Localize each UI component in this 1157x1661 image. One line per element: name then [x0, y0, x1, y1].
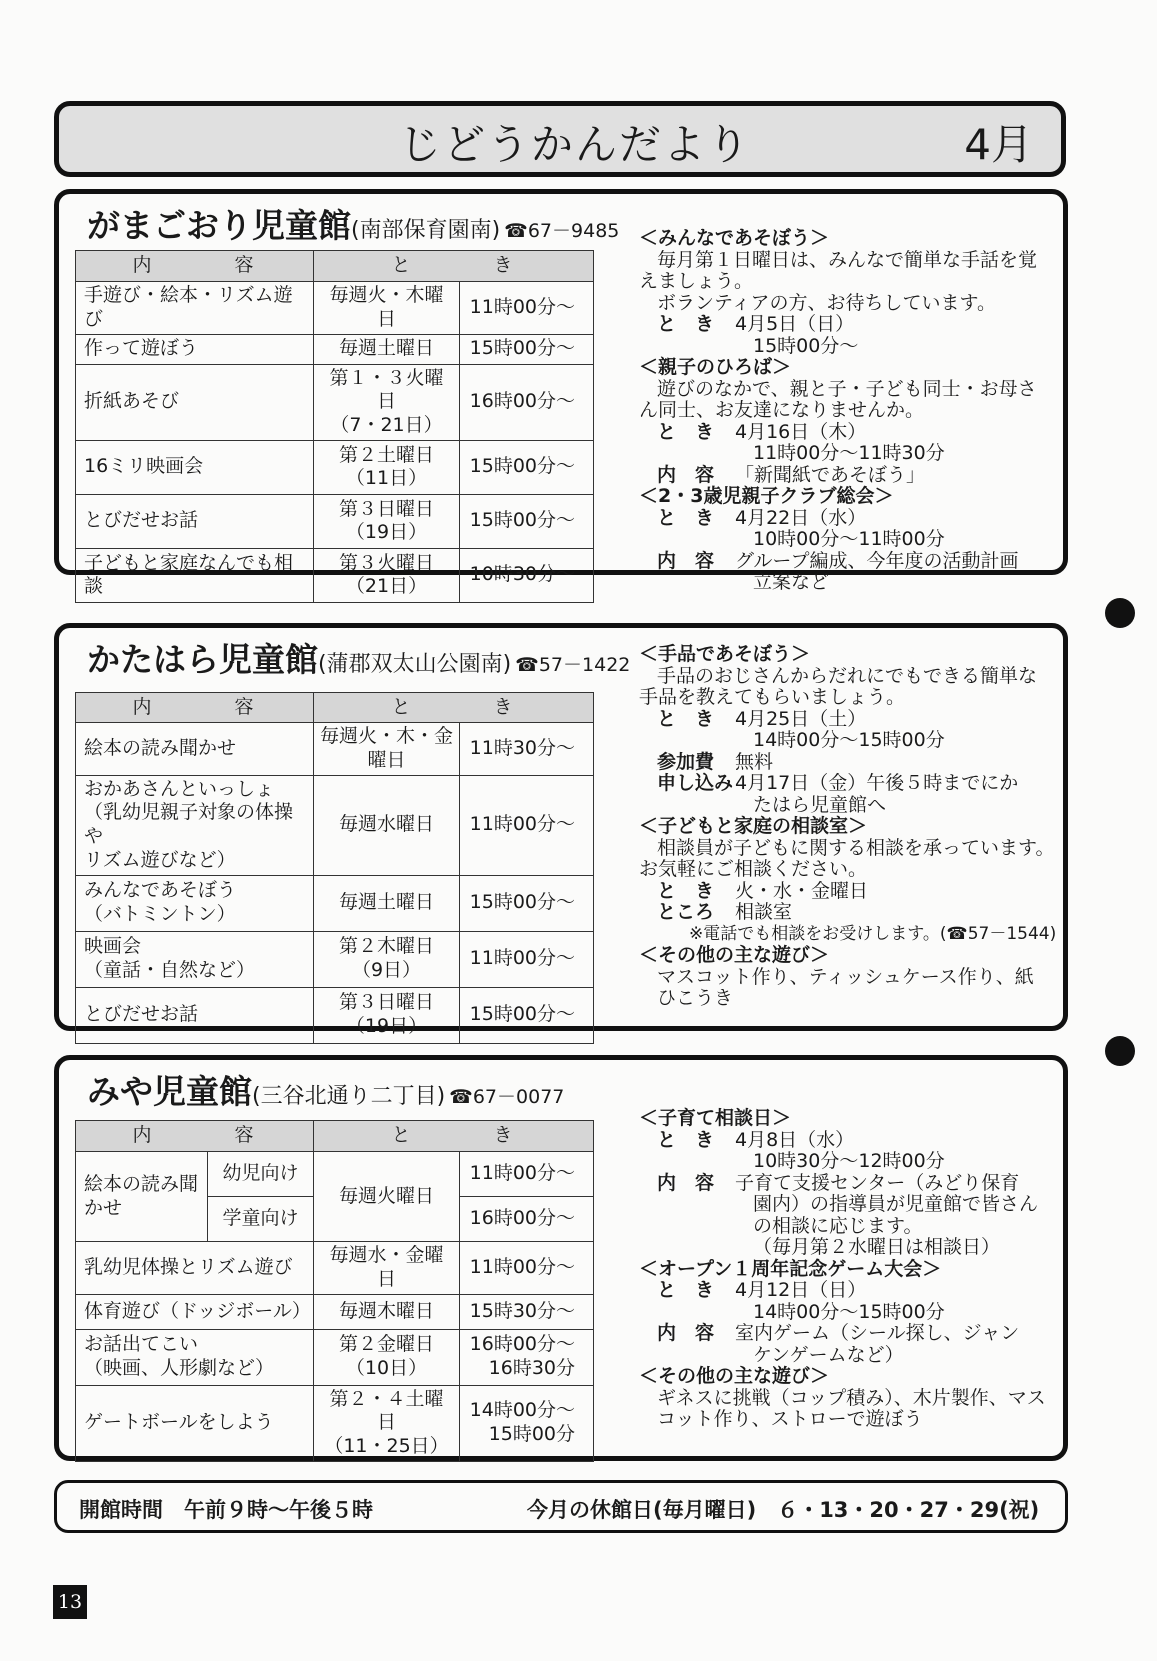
event-title: ＜親子のひろば＞ [639, 356, 792, 378]
row-content: 子どもと家庭なんでも相談 [76, 548, 314, 602]
table-row [76, 1329, 594, 1385]
row-day: 毎週水曜日 [314, 775, 460, 875]
event-content: 内 容 「新聞紙であそぼう」 [657, 463, 926, 486]
event-content-detail: 立案など [753, 571, 830, 593]
event-time: と き 4月22日（水） [657, 506, 867, 529]
event-note: ※電話でも相談をお受けします。(☎57－1544) [689, 923, 1057, 944]
row-day: 毎週火・木・金曜日 [314, 723, 460, 776]
event-title: ＜手品であそぼう＞ [639, 643, 811, 665]
event-place: ところ 相談室 [657, 901, 793, 923]
row-day: 毎週木曜日 [314, 1294, 460, 1329]
opening-hours: 開館時間 午前９時～午後５時 [79, 1498, 373, 1522]
gamagori-panel [54, 189, 1068, 598]
event-time-detail: 14時00分～15時00分 [753, 1300, 945, 1323]
event-title: ＜その他の主な遊び＞ [639, 1365, 830, 1387]
binder-hole [1105, 1036, 1135, 1066]
event-time: と き 4月12日（日） [657, 1279, 867, 1301]
miya-name: みや児童館 [87, 1072, 252, 1111]
row-time: 11時30分～ [460, 723, 594, 776]
katahara-heading [87, 634, 630, 681]
table-row [76, 1385, 594, 1461]
miya-panel [54, 1055, 1068, 1461]
col-header-content: 内 容 [76, 251, 314, 282]
row-day: 毎週土曜日 [314, 875, 460, 931]
event-title: ＜2・3歳児親子クラブ総会＞ [639, 485, 894, 507]
row-subgroup: 学童向け [208, 1197, 314, 1242]
table-row [76, 775, 594, 875]
table-row [76, 440, 594, 494]
event-time: と き 4月16日（木） [657, 420, 867, 443]
event-title: ＜その他の主な遊び＞ [639, 944, 830, 966]
row-time: 15時00分～ [460, 440, 594, 494]
miya-events [639, 1108, 1069, 1431]
event-desc: ボランティアの方、お待ちしています。 [657, 291, 996, 314]
table-row [76, 723, 594, 776]
row-content: 体育遊び（ドッジボール） [76, 1294, 314, 1329]
katahara-panel [54, 623, 1068, 1037]
table-row [76, 1152, 594, 1197]
row-day: 第２木曜日 （9日） [314, 931, 460, 987]
newsletter-month: 4月 [964, 120, 1033, 169]
row-time: 16時00分～ 16時30分 [460, 1329, 594, 1385]
event-content: 内 容 室内ゲーム（シール探し、ジャン [657, 1322, 1020, 1344]
row-content: 折紙あそび [76, 364, 314, 440]
gamagori-schedule-table [75, 250, 594, 603]
row-time: 11時00分～ [460, 775, 594, 875]
event-content-detail: の相談に応じます。 [753, 1214, 923, 1237]
col-header-content: 内 容 [76, 693, 314, 723]
gamagori-name: がまごおり児童館 [87, 206, 351, 245]
event-time-detail: 10時00分～11時00分 [753, 528, 945, 550]
event-desc: ギネスに挑戦（コップ積み）、木片製作、マス [657, 1386, 1046, 1409]
katahara-schedule-table [75, 692, 594, 1044]
row-time: 15時00分～ [460, 875, 594, 931]
event-apply-detail: たはら児童館へ [753, 793, 887, 816]
event-desc: ん同士、お友達になりませんか。 [639, 399, 925, 421]
event-content: 内 容 グループ編成、今年度の活動計画 [657, 549, 1019, 572]
table-header-row [76, 1121, 594, 1152]
row-time: 16時00分～ [460, 364, 594, 440]
katahara-events [639, 644, 1069, 1010]
row-content: 映画会 （童話・自然など） [76, 931, 314, 987]
event-desc: コット作り、ストローで遊ぼう [657, 1408, 923, 1430]
event-time-detail: 11時00分～11時30分 [753, 442, 945, 464]
event-time-detail: 14時00分～15時00分 [753, 729, 945, 751]
event-desc: 遊びのなかで、親と子・子ども同士・お母さ [657, 377, 1037, 400]
row-content: ゲートボールをしよう [76, 1385, 314, 1461]
table-row [76, 875, 594, 931]
row-subgroup: 幼児向け [208, 1152, 314, 1197]
col-header-time: と き [314, 693, 594, 723]
miya-heading [87, 1066, 564, 1113]
row-time: 16時00分～ [460, 1197, 594, 1242]
newsletter-title: じどうかんだより [399, 120, 752, 169]
table-row [76, 282, 594, 335]
page-number: 13 [53, 1585, 87, 1619]
gamagori-heading [87, 200, 619, 247]
row-content: お話出てこい （映画、人形劇など） [76, 1329, 314, 1385]
event-content-detail: （毎月第２水曜日は相談日） [753, 1236, 1001, 1258]
miya-address: (三谷北通り二丁目) [252, 1084, 446, 1109]
row-time: 15時30分～ [460, 1294, 594, 1329]
event-desc: 手品のおじさんからだれにでもできる簡単な [657, 664, 1038, 687]
row-day: 第２・４土曜日 （11・25日） [314, 1385, 460, 1461]
binder-hole [1105, 598, 1135, 628]
row-day: 毎週土曜日 [314, 334, 460, 364]
row-day: 第３火曜日 （21日） [314, 548, 460, 602]
table-row [76, 1294, 594, 1329]
row-time: 15時00分～ [460, 334, 594, 364]
row-content: 16ミリ映画会 [76, 440, 314, 494]
event-desc: お気軽にご相談ください。 [639, 858, 868, 880]
katahara-address: (蒲郡双太山公園南) [318, 652, 512, 677]
row-content: 絵本の読み聞かせ [76, 723, 314, 776]
row-content: とびだせお話 [76, 494, 314, 548]
table-row [76, 987, 594, 1043]
event-time: と き 4月8日（水） [657, 1128, 855, 1151]
closed-days: 今月の休館日(毎月曜日) ６・13・20・27・29(祝) [527, 1498, 1040, 1522]
event-apply: 申し込み 4月17日（金）午後５時までにか [657, 772, 1019, 794]
row-time: 15時00分～ [460, 987, 594, 1043]
gamagori-tel: ☎67－9485 [504, 220, 620, 242]
event-time: と き 火・水・金曜日 [657, 879, 869, 902]
event-title: ＜子どもと家庭の相談室＞ [639, 815, 868, 837]
row-content: 絵本の読み聞 かせ [76, 1152, 208, 1242]
row-time: 15時00分～ [460, 494, 594, 548]
event-title: ＜オープン１周年記念ゲーム大会＞ [639, 1257, 942, 1280]
gamagori-events [639, 228, 1069, 594]
row-content: とびだせお話 [76, 987, 314, 1043]
row-day: 第１・３火曜日 （7・21日） [314, 364, 460, 440]
row-content: みんなであそぼう （バトミントン） [76, 875, 314, 931]
katahara-tel: ☎57－1422 [515, 654, 631, 676]
newsletter-header [54, 101, 1066, 177]
miya-tel: ☎67－0077 [449, 1086, 565, 1108]
event-time-detail: 10時30分～12時00分 [753, 1150, 945, 1172]
event-fee: 参加費 無料 [657, 750, 774, 773]
row-day: 第３日曜日 （19日） [314, 987, 460, 1043]
row-day: 第３日曜日 （19日） [314, 494, 460, 548]
event-content-detail: ケンゲームなど） [753, 1343, 904, 1366]
row-content: 乳幼児体操とリズム遊び [76, 1242, 314, 1295]
row-day: 第２金曜日 （10日） [314, 1329, 460, 1385]
event-desc: 毎月第１日曜日は、みんなで簡単な手話を覚 [657, 248, 1038, 271]
row-time: 11時00分～ [460, 1242, 594, 1295]
row-content: 作って遊ぼう [76, 334, 314, 364]
row-day: 毎週火・木曜日 [314, 282, 460, 335]
table-row [76, 931, 594, 987]
col-header-time: と き [314, 1121, 594, 1152]
event-desc: 手品を教えてもらいましょう。 [639, 686, 906, 708]
row-time: 14時00分～ 15時00分 [460, 1385, 594, 1461]
table-header-row [76, 693, 594, 723]
table-row [76, 548, 594, 602]
row-content: おかあさんといっしょ （乳幼児親子対象の体操や リズム遊びなど） [76, 775, 314, 875]
row-time: 11時00分～ [460, 282, 594, 335]
col-header-content: 内 容 [76, 1121, 314, 1152]
katahara-name: かたはら児童館 [87, 640, 318, 679]
event-desc: 相談員が子どもに関する相談を承っています。 [657, 836, 1055, 859]
row-time: 11時00分～ [460, 1152, 594, 1197]
event-desc: えましょう。 [639, 270, 754, 292]
event-title: ＜みんなであそぼう＞ [639, 227, 830, 249]
event-title: ＜子育て相談日＞ [639, 1107, 792, 1129]
event-content: 内 容 子育て支援センター（みどり保育 [657, 1171, 1020, 1194]
row-time: 11時00分～ [460, 931, 594, 987]
event-time-detail: 15時00分～ [753, 334, 859, 357]
table-row [76, 1242, 594, 1295]
event-time: と き 4月5日（日） [657, 313, 855, 335]
row-day: 毎週火曜日 [314, 1152, 460, 1242]
event-desc: ひこうき [657, 987, 734, 1009]
table-header-row [76, 251, 594, 282]
hours-footer [54, 1480, 1068, 1533]
row-day: 第２土曜日 （11日） [314, 440, 460, 494]
event-desc: マスコット作り、ティッシュケース作り、紙 [657, 965, 1034, 988]
row-time: 10時30分～ [460, 548, 594, 602]
event-content-detail: 園内）の指導員が児童館で皆さん [753, 1193, 1039, 1215]
table-row [76, 494, 594, 548]
row-content: 手遊び・絵本・リズム遊び [76, 282, 314, 335]
event-time: と き 4月25日（土） [657, 707, 867, 730]
table-row [76, 364, 594, 440]
col-header-time: と き [314, 251, 594, 282]
row-day: 毎週水・金曜日 [314, 1242, 460, 1295]
gamagori-address: (南部保育園南) [351, 218, 501, 243]
table-row [76, 334, 594, 364]
miya-schedule-table [75, 1120, 594, 1462]
